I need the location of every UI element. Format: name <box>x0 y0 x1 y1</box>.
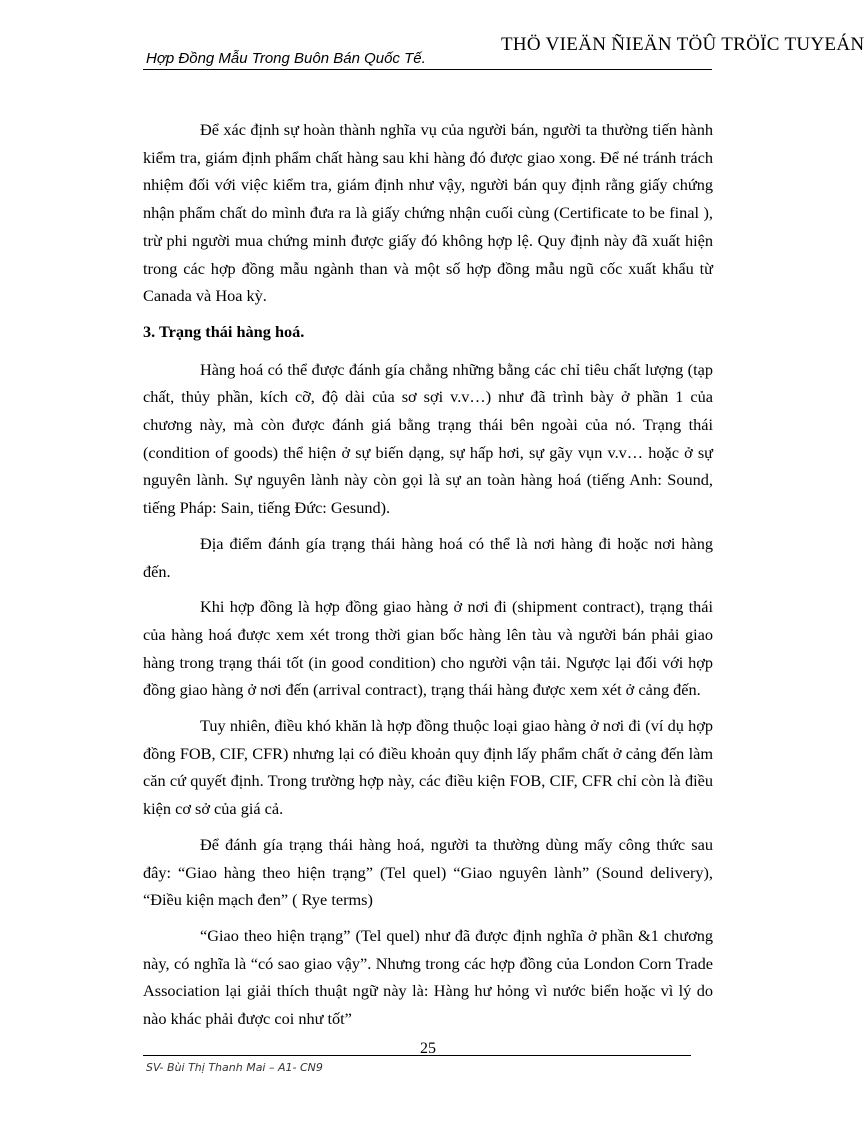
section-heading: 3. Trạng thái hàng hoá. <box>143 321 305 341</box>
paragraph-certificate: Để xác định sự hoàn thành nghĩa vụ của người bán, người ta thường tiến hành kiểm tra, giám định phẩm chất hàng sau khi hàng đó được giao xong. Để né tránh trách nhiệm đối với việc kiểm tra, giám định như vậy, người bán quy định rằng giấy chứng nhận phẩm chất do mình đưa ra là giấy chứng nhận cuối cùng (Certificate to be final ), trừ phi người mua chứng minh được giấy đó không hợp lệ. Quy định này đã xuất hiện trong các hợp đồng mẫu ngành than và một số hợp đồng mẫu ngũ cốc xuất khẩu từ Canada và Hoa kỳ. <box>143 120 713 306</box>
paragraph-fob-cif: Tuy nhiên, điều khó khăn là hợp đồng thuộc loại giao hàng ở nơi đi (ví dụ hợp đồng FOB, CIF, CFR) nhưng lại có điều khoản quy định lấy phẩm chất ở cảng đến làm căn cứ quyết định. Trong trường hợp này, các điều kiện FOB, CIF, CFR chỉ còn là điều kiện cơ sở của giá cả. <box>143 716 713 819</box>
paragraph-tel-quel: “Giao theo hiện trạng” (Tel quel) như đã được định nghĩa ở phần &1 chương này, có nghĩa là “có sao giao vậy”. Nhưng trong các hợp đồng của London Corn Trade Association lại giải thích thuật ngữ này là: Hàng hư hỏng vì nước biển hoặc vì lý do nào khác phải được coi như tốt” <box>143 925 713 1029</box>
page-number: 25 <box>420 1040 436 1057</box>
header-library-title: THÖ VIEÄN ÑIEÄN TÖÛ TRÖÏC TUYEÁN <box>501 34 864 55</box>
footer-author: SV- Bùi Thị Thanh Mai – A1- CN9 <box>146 1061 323 1074</box>
header-document-title: Hợp Đồng Mẫu Trong Buôn Bán Quốc Tế. <box>146 50 426 67</box>
paragraph-location: Địa điểm đánh gía trạng thái hàng hoá có thể là nơi hàng đi hoặc nơi hàng đến. <box>143 533 713 581</box>
paragraph-condition: Hàng hoá có thể được đánh gía chẳng những bằng các chỉ tiêu chất lượng (tạp chất, thủy phần, kích cỡ, độ dài của sơ sợi v.v…) như đã trình bày ở phần 1 của chương này, mà còn được đánh giá bằng trạng thái bên ngoài của nó. Trạng thái (condition of goods) thể hiện ở sự biến dạng, sự hấp hơi, sự gãy vụn v.v… hoặc ở sự nguyên lành. Sự nguyên lành này còn gọi là sự an toàn hàng hoá (tiếng Anh: Sound, tiếng Pháp: Sain, tiếng Đức: Gesund). <box>143 359 713 518</box>
page-content <box>143 116 713 1041</box>
paragraph-shipment-contract: Khi hợp đồng là hợp đồng giao hàng ở nơi đi (shipment contract), trạng thái của hàng hoá được xem xét trong thời gian bốc hàng lên tàu và người bán phải giao hàng trong trạng thái tốt (in good condition) cho người vận tải. Ngược lại đối với hợp đồng giao hàng ở nơi đến (arrival contract), trạng thái hàng được xem xét ở cảng đến. <box>143 597 713 700</box>
paragraph-formulas: Để đánh gía trạng thái hàng hoá, người ta thường dùng mấy công thức sau đây: “Giao hàng theo hiện trạng” (Tel quel) “Giao nguyên lành” (Sound delivery), “Điều kiện mạch đen” ( Rye terms) <box>143 834 713 910</box>
header-divider <box>143 69 712 70</box>
footer-divider <box>143 1055 691 1056</box>
